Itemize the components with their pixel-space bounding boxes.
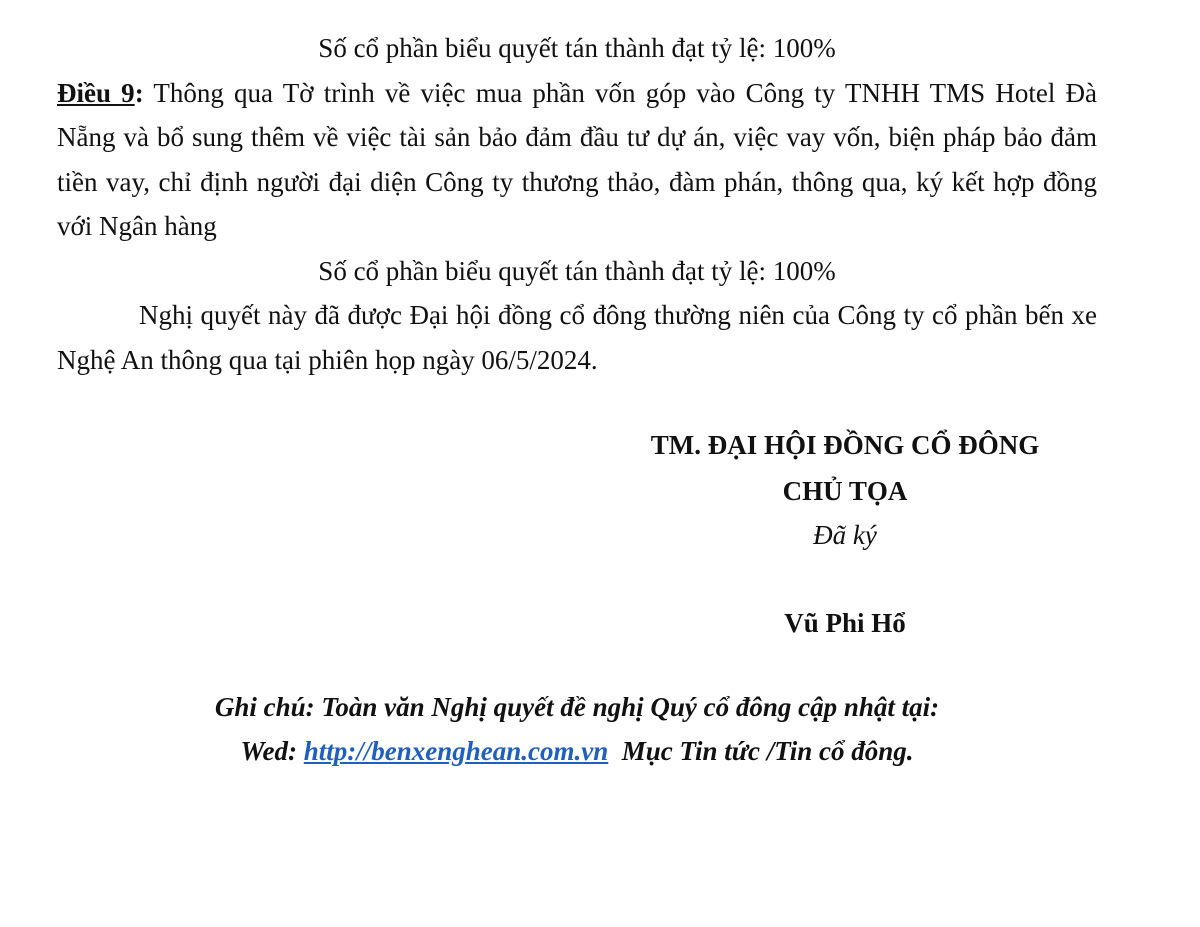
resolution-body	[57, 26, 1097, 382]
signatory-name: Vũ Phi Hổ	[784, 608, 906, 638]
signature-role: CHỦ TỌA	[782, 476, 908, 506]
footnote	[0, 685, 1154, 773]
web-suffix: Mục Tin tức /Tin cổ đông.	[608, 736, 914, 766]
signed-mark: Đã ký	[813, 520, 877, 550]
signature-title: TM. ĐẠI HỘI ĐỒNG CỔ ĐÔNG	[650, 430, 1040, 460]
footnote-web-line	[0, 729, 1154, 773]
vote-result-line: Số cổ phần biểu quyết tán thành đạt tỷ lệ: 100%	[318, 255, 836, 286]
article-9-text: Thông qua Tờ trình về việc mua phần vốn góp vào Công ty TNHH TMS Hotel Đà Nẵng và bổ sung thêm về việc tài sản bảo đảm đầu tư dự án, việc vay vốn, biện pháp bảo đảm tiền vay, chỉ định người đại diện Công ty thương thảo, đàm phán, thông qua, ký kết hợp đồng với Ngân hàng	[57, 77, 1097, 241]
vote-result-line: Số cổ phần biểu quyết tán thành đạt tỷ lệ: 100%	[318, 33, 836, 63]
website-link[interactable]: http://benxenghean.com.vn	[303, 736, 609, 766]
signature-block	[595, 422, 1095, 646]
article-9-label: Điều 9:	[57, 77, 144, 108]
footnote-line: Ghi chú: Toàn văn Nghị quyết đề nghị Quý cổ đông cập nhật tại:	[214, 692, 940, 722]
web-prefix: Wed:	[240, 736, 304, 766]
article-9-paragraph	[57, 71, 1097, 249]
closing-paragraph: Nghị quyết này đã được Đại hội đồng cổ đông thường niên của Công ty cổ phần bến xe Nghệ An thông qua tại phiên họp ngày 06/5/2024.	[57, 300, 1097, 375]
